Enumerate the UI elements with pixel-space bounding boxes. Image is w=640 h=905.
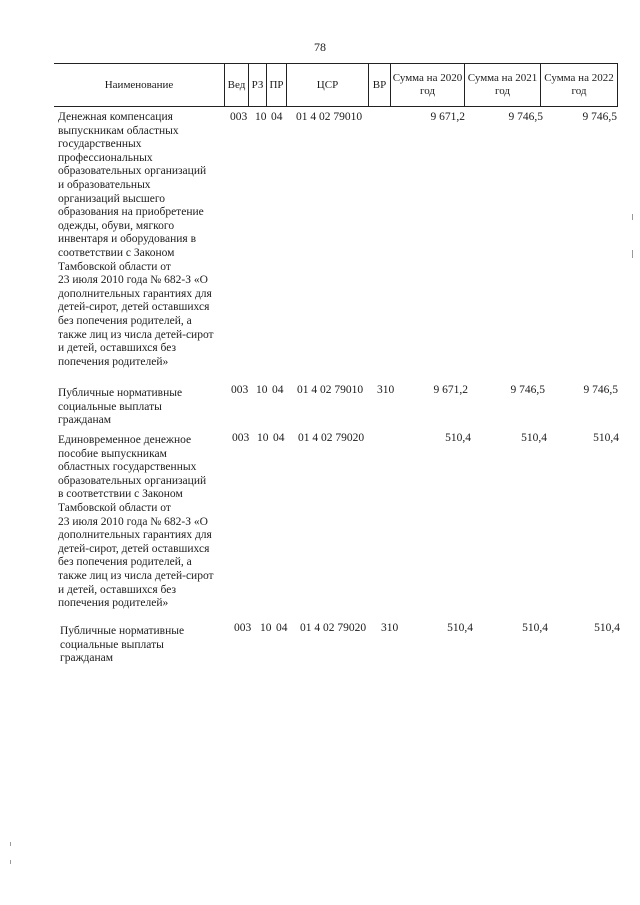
- header-sum-2022: Сумма на 2022 год: [540, 64, 618, 106]
- row-sum-2022: 9 746,5: [583, 384, 618, 396]
- row-rz: 10: [256, 384, 268, 396]
- row-ved: 003: [230, 111, 248, 123]
- row-name: Единовременное денежное пособие выпускникам областных государственных образовательных организаций в соответствии с Законом Тамбовской области от 23 июля 2010 года № 682-З «О дополнительных гарантиях для детей-сирот, детей оставшихся без попечения родителей, а также лиц из числа детей-сирот и детей, оставшихся без попечения родителей»: [58, 434, 214, 610]
- row-sum-2021: 9 746,5: [508, 111, 543, 123]
- row-vr: 310: [377, 384, 395, 396]
- row-sum-2022: 510,4: [593, 432, 619, 444]
- row-name: Денежная компенсация выпускникам областных государственных профессиональных образовательных организаций и образовательных организаций высшего образования на приобретение одежды, обуви, мягкого инвентаря и оборудования в соответствии с Законом Тамбовской области от 23 июля 2010 года № 682-З «О дополнительных гарантиях для детей-сирот, детей оставшихся без попечения родителей, а также лиц из числа детей-сирот и детей, оставшихся без попечения родителей»: [58, 111, 214, 368]
- header-name: Наименование: [104, 78, 174, 91]
- scan-speck: [10, 860, 11, 864]
- header-sum-2021: Сумма на 2021 год: [464, 64, 540, 106]
- row-rz: 10: [255, 111, 267, 123]
- row-sum-2022: 9 746,5: [582, 111, 617, 123]
- row-rz: 10: [260, 622, 272, 634]
- row-ved: 003: [234, 622, 252, 634]
- row-csr: 01 4 02 79010: [296, 111, 363, 123]
- row-sum-2020: 9 671,2: [433, 384, 468, 396]
- row-csr: 01 4 02 79020: [298, 432, 365, 444]
- row-sum-2021: 510,4: [521, 432, 547, 444]
- row-vr: 310: [381, 622, 399, 634]
- page-number: 78: [314, 40, 326, 54]
- row-pr: 04: [276, 622, 288, 634]
- row-sum-2020: 510,4: [445, 432, 471, 444]
- table-header: [54, 63, 618, 107]
- scan-speck: [10, 842, 11, 846]
- row-sum-2021: 510,4: [522, 622, 548, 634]
- row-sum-2021: 9 746,5: [510, 384, 545, 396]
- row-sum-2020: 9 671,2: [430, 111, 465, 123]
- scan-speck: [632, 214, 633, 220]
- header-sum-2020: Сумма на 2020 год: [390, 64, 464, 106]
- row-name: Публичные нормативные социальные выплаты гражданам: [58, 387, 183, 427]
- row-rz: 10: [257, 432, 269, 444]
- row-csr: 01 4 02 79020: [300, 622, 367, 634]
- row-pr: 04: [272, 384, 284, 396]
- row-ved: 003: [231, 384, 249, 396]
- row-name: Публичные нормативные социальные выплаты гражданам: [60, 625, 185, 665]
- row-pr: 04: [271, 111, 283, 123]
- scan-speck: [632, 250, 633, 258]
- row-csr: 01 4 02 79010: [297, 384, 364, 396]
- header-csr: ЦСР: [286, 64, 368, 106]
- header-rz: РЗ: [248, 64, 266, 106]
- row-sum-2020: 510,4: [447, 622, 473, 634]
- header-vr: ВР: [368, 64, 390, 106]
- header-pr: ПР: [266, 64, 286, 106]
- row-pr: 04: [273, 432, 285, 444]
- header-ved: Вед: [224, 64, 248, 106]
- row-sum-2022: 510,4: [594, 622, 620, 634]
- row-ved: 003: [232, 432, 250, 444]
